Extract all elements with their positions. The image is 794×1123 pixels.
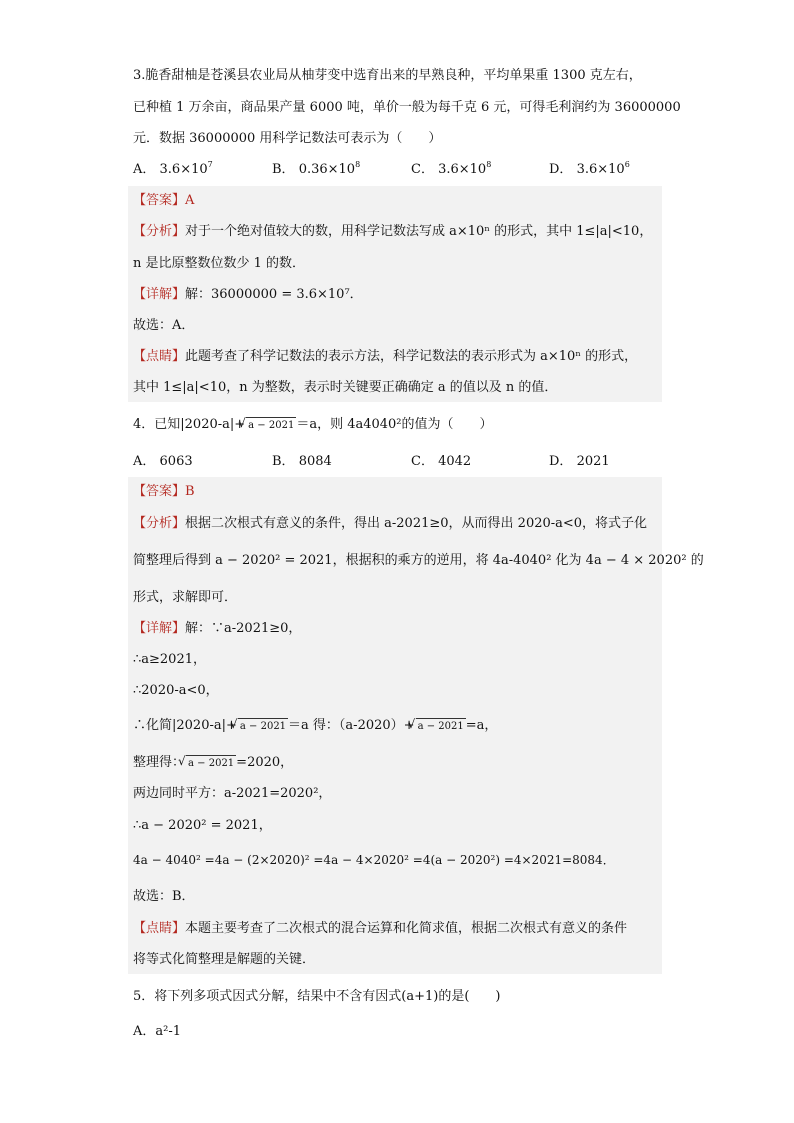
sqrt-radical: √ a − 2021 [186, 755, 236, 772]
q4-comment-line2: 将等式化简整理是解题的关键． [133, 952, 316, 967]
q3-stem-line3: 元．数据 36000000 用科学记数法可表示为（ ） [133, 131, 442, 146]
q3-detail: 【详解】解：36000000 = 3.6×10⁷． [133, 287, 363, 302]
q4-detail-line6: 两边同时平方：a-2021=2020²， [133, 786, 332, 801]
q3-analysis-line1: 【分析】对于一个绝对值较大的数，用科学记数法写成 a×10ⁿ 的形式，其中 1≤|a|<10， [133, 224, 653, 239]
sqrt-radical: √ a − 2021 [246, 417, 296, 434]
q4-detail-line7: ∴a − 2020² = 2021， [133, 818, 272, 833]
q3-option-b[interactable]: B． $0.36\times 10^8$ [272, 160, 361, 177]
sqrt-radical: √ a − 2021 [416, 718, 466, 735]
q3-answer: 【答案】A [133, 193, 195, 208]
q3-option-a[interactable]: A． $3.6\times 10^7$ [133, 160, 213, 177]
q4-option-c[interactable]: C． 4042 [411, 454, 472, 469]
q4-detail-line1: 【详解】解：∵a-2021≥0， [133, 621, 302, 636]
q4-detail-line5: 整理得：√ a − 2021 =2020， [133, 755, 293, 772]
q4-comment-line1: 【点睛】本题主要考查了二次根式的混合运算和化简求值，根据二次根式有意义的条件 [133, 921, 628, 936]
q3-comment-line2: 其中 1≤|a|<10，n 为整数，表示时关键要正确确定 a 的值以及 n 的值． [133, 380, 558, 395]
q3-option-d[interactable]: D． $3.6\times 10^6$ [549, 160, 630, 177]
q4-detail-line2: ∴a≥2021， [133, 652, 206, 667]
q4-option-b[interactable]: B． 8084 [272, 454, 332, 469]
q5-stem: 5．将下列多项式因式分解，结果中不含有因式(a+1)的是( ) [133, 989, 501, 1004]
q4-choice: 故选：B． [133, 889, 195, 904]
q4-option-a[interactable]: A． 6063 [133, 454, 193, 469]
q3-stem-line2: 已种植 1 万余亩，商品果产量 6000 吨，单价一般为每千克 6 元，可得毛利润约为 36000000 [133, 100, 681, 115]
sqrt-radical: √ a − 2021 [238, 718, 288, 735]
q3-comment-line1: 【点睛】此题考查了科学记数法的表示方法，科学记数法的表示形式为 a×10ⁿ 的形式， [133, 349, 638, 364]
q4-stem: 4．已知|2020-a|+√ a − 2021 ＝a，则 4a4040²的值为（ ） [133, 417, 493, 434]
q4-analysis-line2: 简整理后得到 a − 2020² = 2021，根据积的乘方的逆用，将 4a-4040² 化为 4a − 4 × 2020² 的 [133, 553, 704, 568]
q4-analysis-line3: 形式，求解即可． [133, 590, 238, 605]
q4-option-d[interactable]: D． 2021 [549, 454, 610, 469]
q4-detail-line4: ∴化简|2020-a|+√ a − 2021 ＝a 得：（a-2020）+√ a − 2021 =a， [133, 718, 497, 735]
q3-stem-line1: 3.脆香甜柚是苍溪县农业局从柚芽变中选育出来的早熟良种，平均单果重 1300 克左右， [133, 68, 642, 83]
q5-option-a[interactable]: A．a²-1 [133, 1024, 182, 1039]
q3-option-c[interactable]: C． $3.6\times 10^8$ [411, 160, 492, 177]
q4-answer: 【答案】B [133, 484, 195, 499]
q4-detail-line3: ∴2020-a<0， [133, 683, 219, 698]
q4-detail-line8: 4a − 4040² =4a − (2×2020)² =4a − 4×2020² =4(a − 2020²) =4×2021=8084． [133, 853, 615, 867]
q3-analysis-line2: n 是比原整数位数少 1 的数． [133, 256, 306, 271]
q3-choice: 故选：A． [133, 318, 195, 333]
q4-analysis-line1: 【分析】根据二次根式有意义的条件，得出 a-2021≥0，从而得出 2020-a<0，将式子化 [133, 516, 648, 531]
